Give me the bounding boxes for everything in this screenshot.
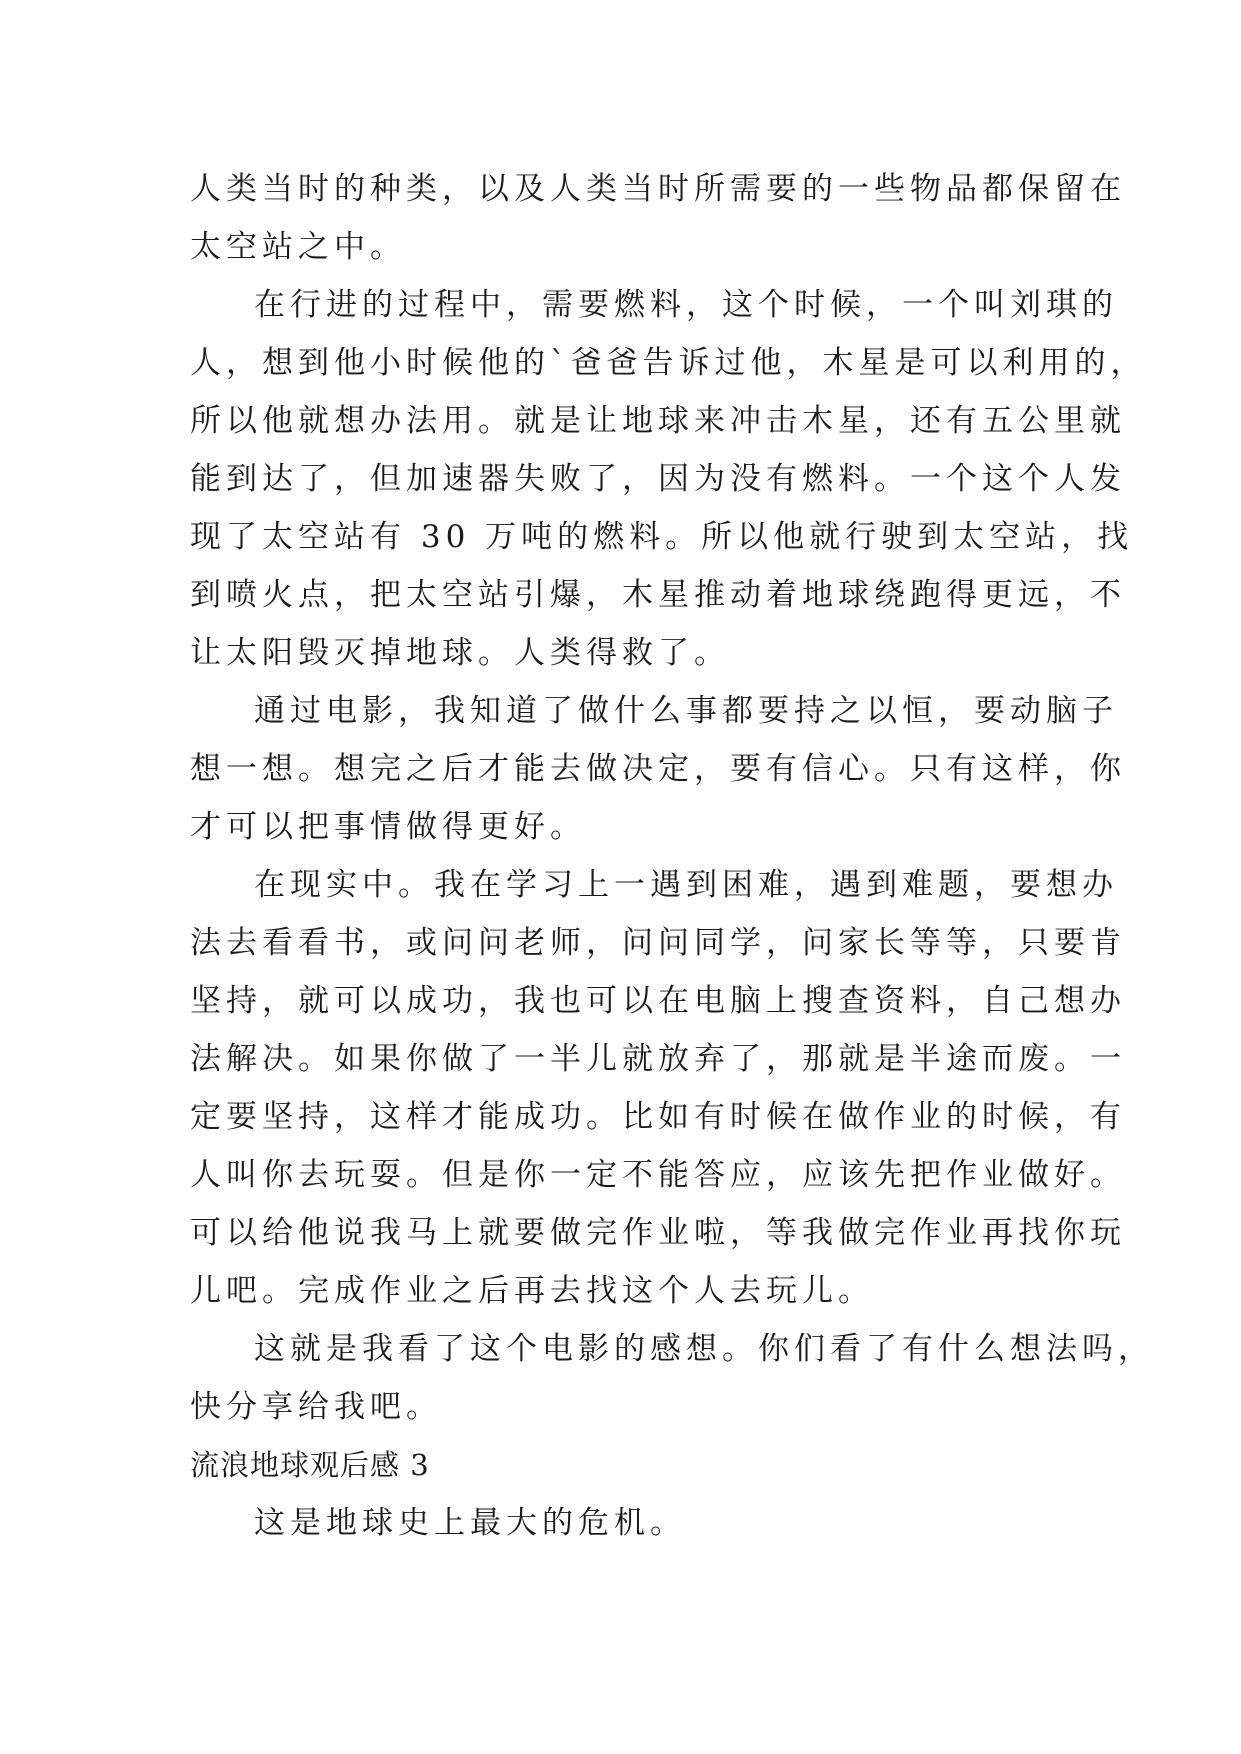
paragraph: [190, 1320, 1154, 1436]
paragraph: [190, 1494, 1060, 1552]
text-line: 人叫你去玩耍。但是你一定不能答应，应该先把作业做好。: [190, 1157, 1126, 1193]
text-line: 人类当时的种类，以及人类当时所需要的一些物品都保留在: [190, 171, 1126, 207]
text-line: 可以给他说我马上就要做完作业啦，等我做完作业再找你玩: [190, 1215, 1126, 1251]
section-heading: 流浪地球观后感 3: [190, 1448, 430, 1482]
text-line: 到喷火点，把太空站引爆，木星推动着地球绕跑得更远，不: [190, 577, 1126, 613]
text-line: 太空站之中。: [190, 229, 406, 265]
text-line: 人，想到他小时候他的`爸爸告诉过他，木星是可以利用的，: [190, 345, 1147, 381]
text-line: 在行进的过程中，需要燃料，这个时候，一个叫刘琪的: [254, 287, 1118, 323]
text-line: 现了太空站有 30 万吨的燃料。所以他就行驶到太空站，找: [190, 519, 1134, 555]
text-line: 快分享给我吧。: [190, 1389, 442, 1425]
paragraph: [190, 160, 1126, 276]
paragraph: [190, 276, 1147, 682]
text-line: 想一想。想完之后才能去做决定，要有信心。只有这样，你: [190, 751, 1126, 787]
text-line: 法去看看书，或问问老师，问问同学，问家长等等，只要肯: [190, 925, 1126, 961]
text-line: 法解决。如果你做了一半儿就放弃了，那就是半途而废。一: [190, 1041, 1126, 1077]
text-line: 儿吧。完成作业之后再去找这个人去玩儿。: [190, 1273, 874, 1309]
document-page: [190, 160, 1154, 1552]
text-line: 在现实中。我在学习上一遇到困难，遇到难题，要想办: [254, 867, 1118, 903]
text-line: 能到达了，但加速器失败了，因为没有燃料。一个这个人发: [190, 461, 1126, 497]
text-line: 所以他就想办法用。就是让地球来冲击木星，还有五公里就: [190, 403, 1126, 439]
text-line: 才可以把事情做得更好。: [190, 809, 586, 845]
paragraph: [190, 682, 1126, 856]
text-line: 这是地球史上最大的危机。: [254, 1505, 686, 1541]
text-line: 通过电影，我知道了做什么事都要持之以恒，要动脑子: [254, 693, 1118, 729]
text-line: 坚持，就可以成功，我也可以在电脑上搜查资料，自己想办: [190, 983, 1126, 1019]
paragraph: [190, 856, 1126, 1320]
text-line: 让太阳毁灭掉地球。人类得救了。: [190, 635, 730, 671]
text-line: 定要坚持，这样才能成功。比如有时候在做作业的时候，有: [190, 1099, 1126, 1135]
text-line: 这就是我看了这个电影的感想。你们看了有什么想法吗，: [254, 1331, 1154, 1367]
